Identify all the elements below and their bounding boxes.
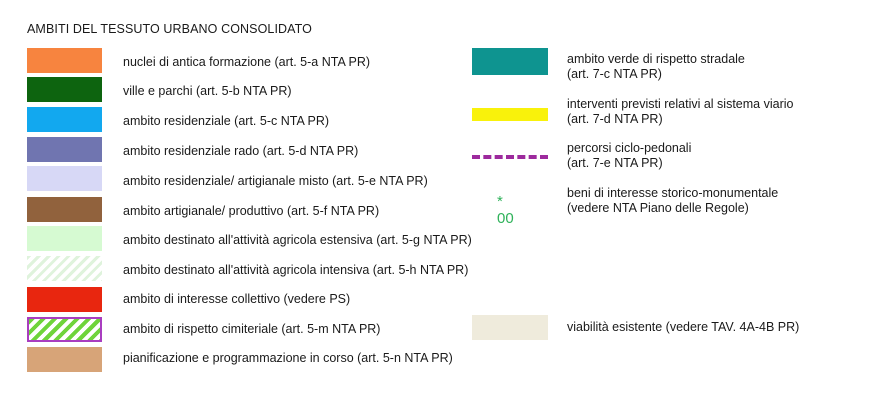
label-rispetto-cimiteriale: ambito di rispetto cimiteriale (art. 5-m NTA PR) (123, 322, 381, 336)
label-verde-stradale-1: ambito verde di rispetto stradale (567, 52, 745, 66)
legend-title: AMBITI DEL TESSUTO URBANO CONSOLIDATO (27, 22, 313, 36)
swatch-ville (27, 77, 102, 102)
swatch-residenziale (27, 107, 102, 132)
swatch-residenziale-rado (27, 137, 102, 162)
label-nuclei: nuclei di antica formazione (art. 5-a NTA PR) (123, 55, 371, 69)
swatch-agricola-estensiva (27, 226, 102, 251)
swatch-viabilita-esistente (472, 315, 548, 340)
swatch-interesse-collettivo (27, 287, 102, 312)
symbol-beni-storici: * 00 (497, 193, 514, 227)
label-sistema-viario-1: interventi previsti relativi al sistema viario (567, 97, 794, 111)
label-ciclo-pedonali-2: (art. 7-e NTA PR) (567, 156, 663, 170)
swatch-nuclei (27, 48, 102, 73)
label-artigianale: ambito artigianale/ produttivo (art. 5-f NTA PR) (123, 204, 380, 218)
swatch-misto (27, 166, 102, 191)
label-residenziale: ambito residenziale (art. 5-c NTA PR) (123, 114, 330, 128)
label-pianificazione: pianificazione e programmazione in corso (art. 5-n NTA PR) (123, 351, 453, 365)
swatch-verde-stradale (472, 48, 548, 75)
label-residenziale-rado: ambito residenziale rado (art. 5-d NTA PR) (123, 144, 359, 158)
label-ciclo-pedonali-1: percorsi ciclo-pedonali (567, 141, 692, 155)
label-verde-stradale-2: (art. 7-c NTA PR) (567, 67, 662, 81)
label-viabilita-esistente: viabilità esistente (vedere TAV. 4A-4B PR) (567, 320, 800, 334)
swatch-agricola-intensiva (27, 256, 102, 281)
swatch-pianificazione (27, 347, 102, 372)
label-agricola-intensiva: ambito destinato all'attività agricola intensiva (art. 5-h NTA PR) (123, 263, 469, 277)
swatch-sistema-viario (472, 108, 548, 121)
label-misto: ambito residenziale/ artigianale misto (art. 5-e NTA PR) (123, 174, 428, 188)
label-agricola-estensiva: ambito destinato all'attività agricola estensiva (art. 5-g NTA PR) (123, 233, 472, 247)
label-beni-storici-1: beni di interesse storico-monumentale (567, 186, 779, 200)
swatch-rispetto-cimiteriale (27, 317, 102, 342)
label-interesse-collettivo: ambito di interesse collettivo (vedere PS) (123, 292, 351, 306)
label-ville: ville e parchi (art. 5-b NTA PR) (123, 84, 292, 98)
swatch-artigianale (27, 197, 102, 222)
label-sistema-viario-2: (art. 7-d NTA PR) (567, 112, 663, 126)
label-beni-storici-2: (vedere NTA Piano delle Regole) (567, 201, 749, 215)
swatch-ciclo-pedonali-dashed-line (472, 155, 548, 159)
